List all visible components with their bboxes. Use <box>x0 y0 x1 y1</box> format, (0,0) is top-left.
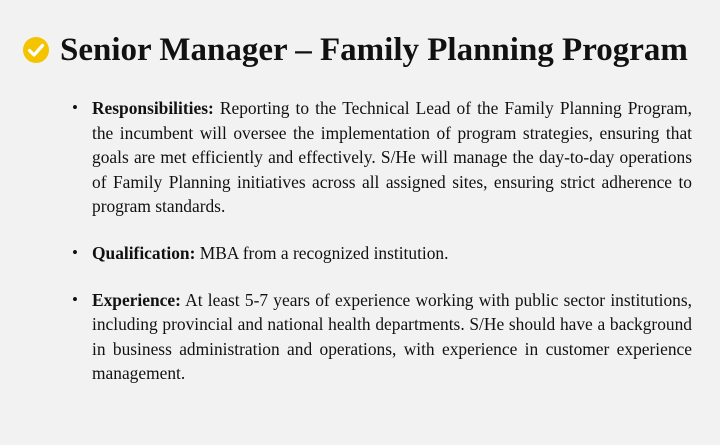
bullet-label: Experience: <box>92 289 181 310</box>
page-title: Senior Manager – Family Planning Program <box>60 32 688 68</box>
bullet-label: Responsibilities: <box>92 98 214 118</box>
bullet-text: At least 5-7 years of experience working with public sector institutions, including provincial and national health departments. S/He should have a background in business administration and operations, with experience in customer experience management. <box>92 289 692 384</box>
bullet-label: Qualification: <box>92 242 196 263</box>
bullet-dot: • <box>72 98 78 117</box>
bullet-text: Reporting to the Technical Lead of the Family Planning Program, the incumbent will oversee the implementation of program strategies, ensuring that goals are met efficiently and effectively. S/He will manage the day-to-day operations of Family Planning initiatives across all assigned sites, ensuring strict adherence to program standards. <box>92 98 692 217</box>
bullet-dot: • <box>72 242 78 262</box>
bullet-experience <box>72 288 692 386</box>
title-row <box>22 30 688 70</box>
check-circle-icon <box>22 36 50 64</box>
bullet-list <box>72 96 692 408</box>
bullet-dot: • <box>72 289 78 309</box>
bullet-text: MBA from a recognized institution. <box>195 242 449 263</box>
bullet-qualification <box>72 241 692 266</box>
bullet-responsibilities <box>72 96 692 219</box>
